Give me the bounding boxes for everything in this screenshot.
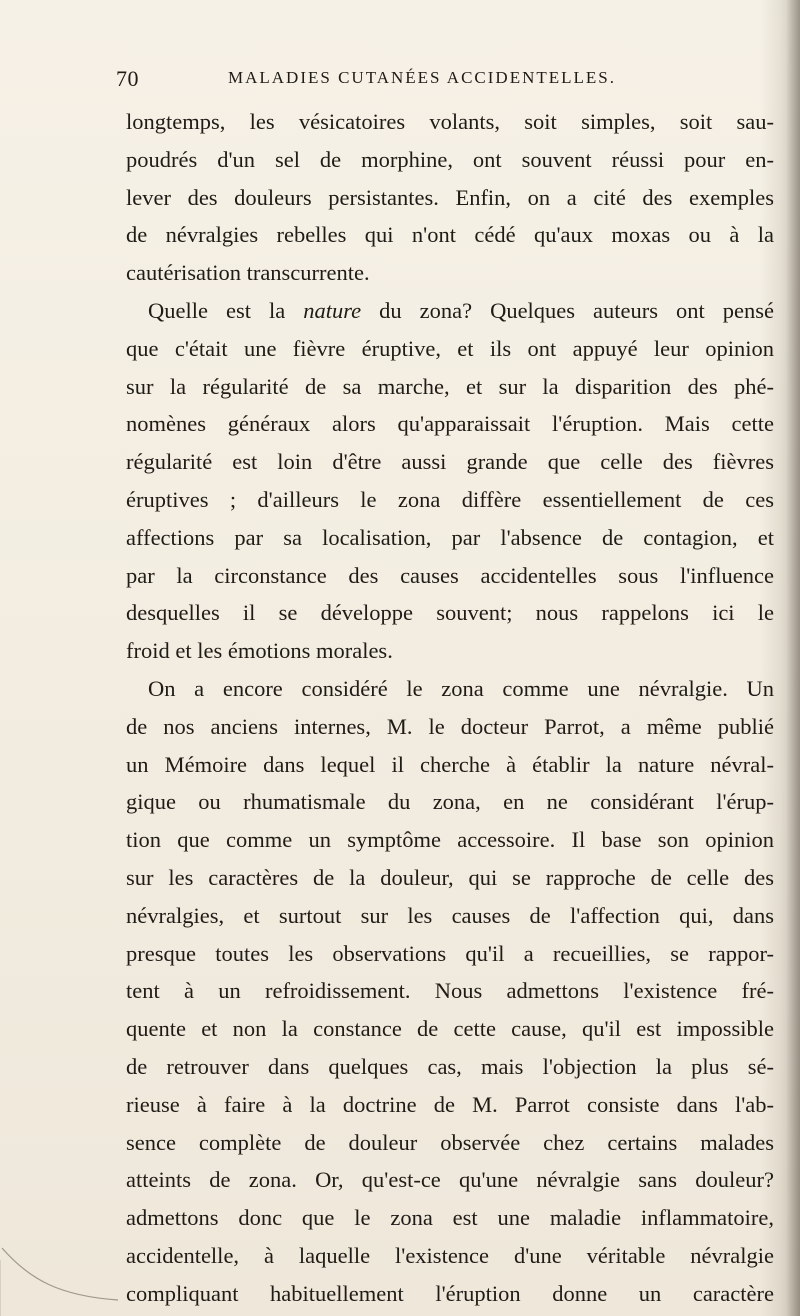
text-line: de névralgies rebelles qui n'ont cédé qu'aux moxas ou à la: [126, 222, 774, 248]
margin-ink-mark: [0, 1240, 120, 1316]
text-line: sur les caractères de la douleur, qui se rapproche de celle des: [126, 864, 774, 890]
text-line: longtemps, les vésicatoires volants, soit simples, soit sau-: [126, 109, 774, 134]
text-line: régularité est loin d'être aussi grande que celle des fièvres: [126, 449, 774, 475]
emphasis-word: nature: [303, 297, 362, 323]
text-line: affections par sa localisation, par l'absence de contagion, et: [126, 524, 774, 550]
text-line: rieuse à faire à la doctrine de M. Parrot consiste dans l'ab-: [126, 1091, 774, 1117]
text-line: de retrouver dans quelques cas, mais l'objection la plus sé-: [126, 1053, 774, 1079]
body-text: [126, 103, 774, 1313]
text-line: poudrés d'un sel de morphine, ont souvent réussi pour en-: [126, 146, 774, 172]
paragraph: [126, 103, 774, 292]
text-line: froid et les émotions morales.: [126, 638, 393, 664]
text-line: compliquant habituellement l'éruption donne un caractère: [126, 1280, 774, 1306]
text-line: desquelles il se développe souvent; nous rappelons ici le: [126, 600, 774, 626]
text-line: nomènes généraux alors qu'apparaissait l'éruption. Mais cette: [126, 411, 774, 437]
text-line: par la circonstance des causes accidentelles sous l'influence: [126, 562, 774, 588]
text-line: sur la régularité de sa marche, et sur la disparition des phé-: [126, 373, 774, 399]
text-line: éruptives ; d'ailleurs le zona diffère essentiellement de ces: [126, 486, 774, 512]
text-fragment: du zona? Quelques auteurs ont pensé: [361, 297, 774, 323]
text-line: admettons donc que le zona est une maladie inflammatoire,: [126, 1205, 774, 1231]
text-line: atteints de zona. Or, qu'est-ce qu'une névralgie sans douleur?: [126, 1167, 774, 1193]
page-edge-shadow: [786, 0, 800, 1316]
text-line: tent à un refroidissement. Nous admettons l'existence fré-: [126, 978, 774, 1004]
text-line: un Mémoire dans lequel il cherche à établir la nature névral-: [126, 751, 774, 777]
page-header: [116, 66, 776, 92]
text-line: lever des douleurs persistantes. Enfin, on a cité des exemples: [126, 184, 774, 210]
text-line: [126, 292, 774, 330]
text-fragment: Quelle est la: [148, 297, 304, 323]
text-line: névralgies, et surtout sur les causes de l'affection qui, dans: [126, 902, 774, 928]
text-line: gique ou rhumatismale du zona, en ne considérant l'érup-: [126, 789, 774, 815]
paragraph: [126, 292, 774, 670]
page-number: 70: [116, 66, 139, 91]
text-line: de nos anciens internes, M. le docteur Parrot, a même publié: [126, 713, 774, 739]
text-line: quente et non la constance de cette cause, qu'il est impossible: [126, 1016, 774, 1042]
text-line: On a encore considéré le zona comme une névralgie. Un: [148, 675, 774, 701]
paragraph: [126, 670, 774, 1313]
text-line: cautérisation transcurrente.: [126, 260, 370, 286]
running-title: MALADIES CUTANÉES ACCIDENTELLES.: [228, 68, 616, 87]
text-line: accidentelle, à laquelle l'existence d'une véritable névralgie: [126, 1242, 774, 1268]
text-line: presque toutes les observations qu'il a recueillies, se rappor-: [126, 940, 774, 966]
text-line: sence complète de douleur observée chez certains malades: [126, 1129, 774, 1155]
text-line: tion que comme un symptôme accessoire. Il base son opinion: [126, 827, 774, 853]
text-line: que c'était une fièvre éruptive, et ils ont appuyé leur opinion: [126, 335, 774, 361]
